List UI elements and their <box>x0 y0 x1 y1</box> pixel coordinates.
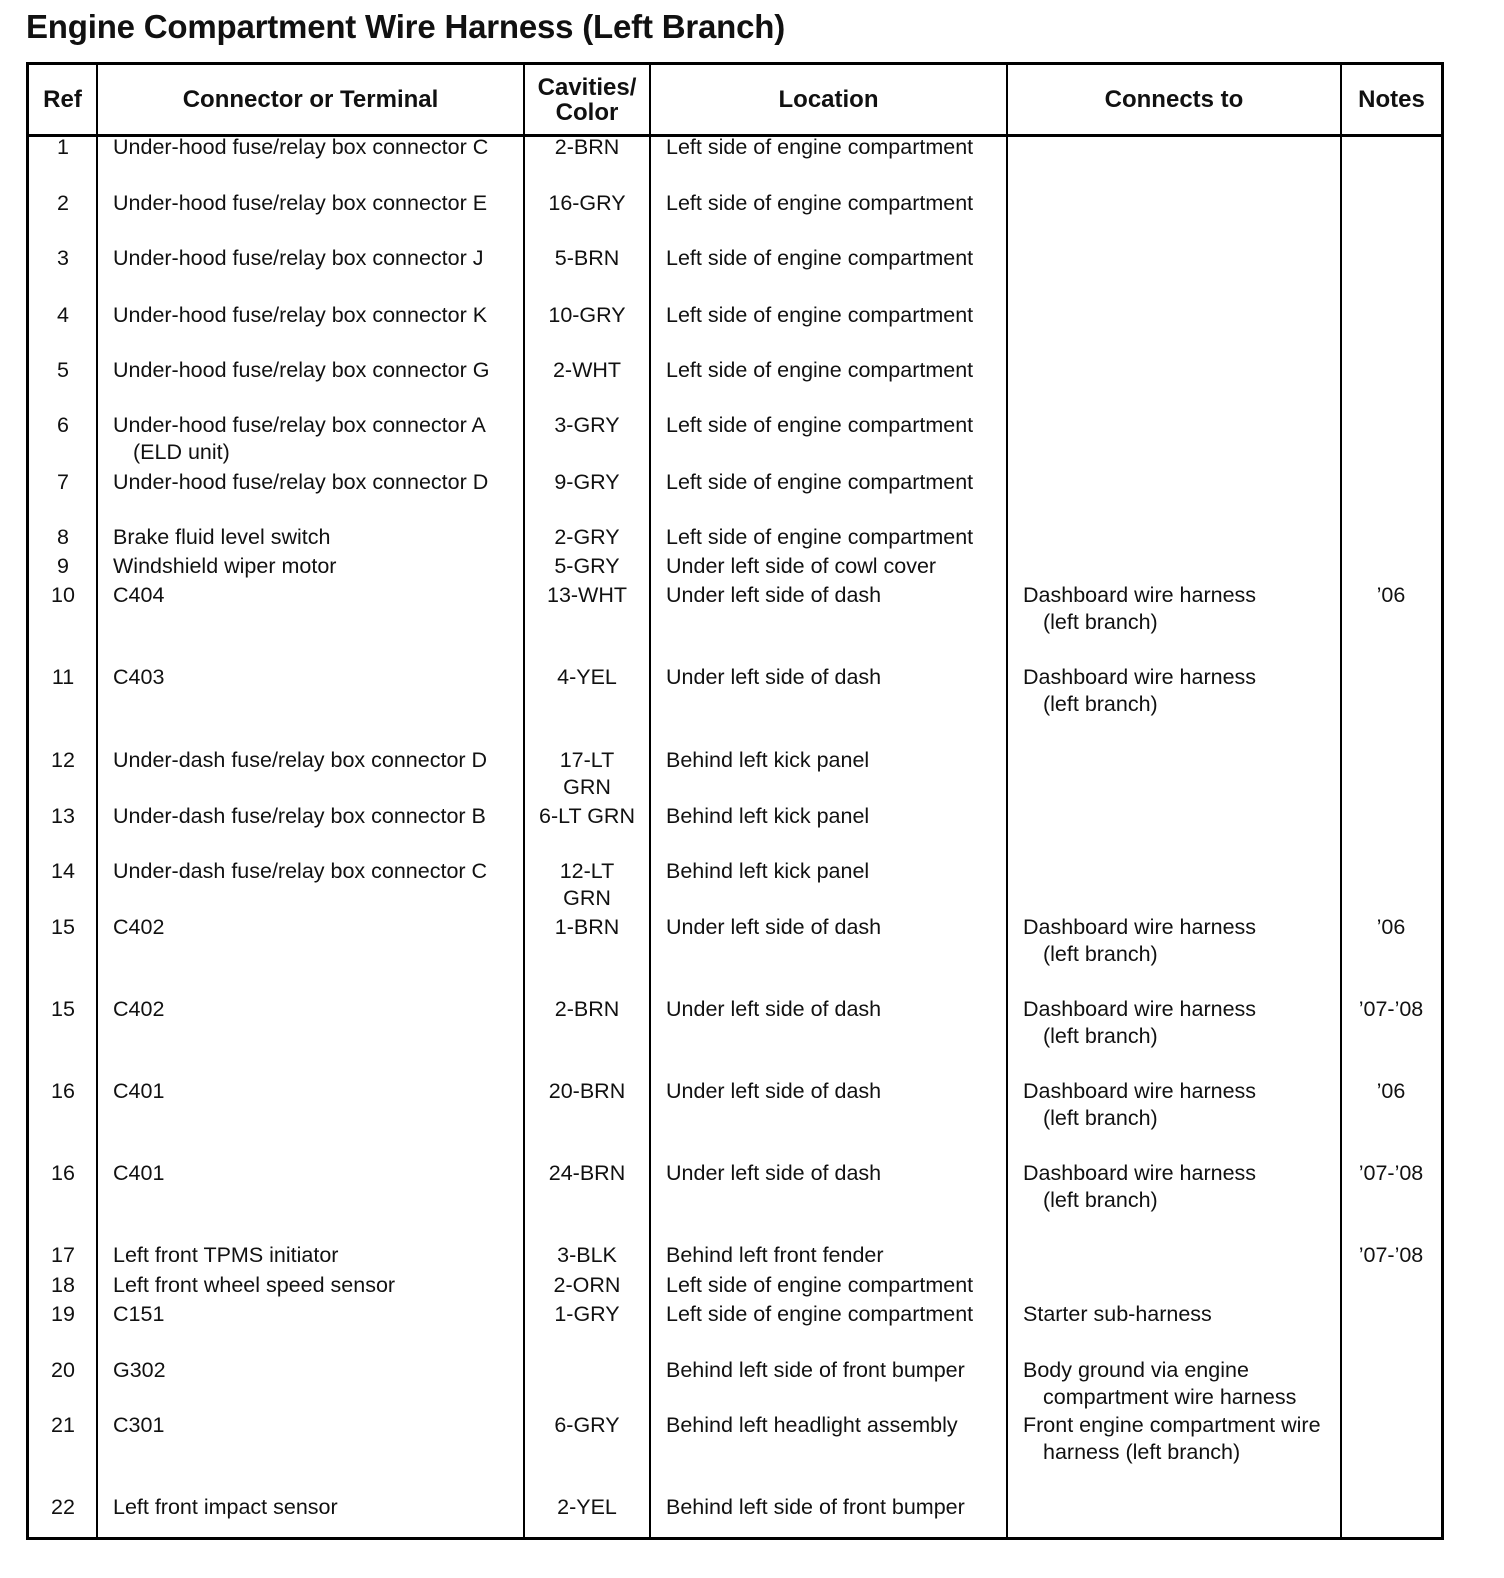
row-19-connector <box>113 1242 338 1269</box>
cell-text: Under-hood fuse/relay box connector C <box>113 135 489 159</box>
cell-text: Dashboard wire harness <box>1023 915 1257 939</box>
row-2-cavities <box>525 190 649 217</box>
row-11-location <box>666 664 881 691</box>
cell-text: 20 <box>51 1358 75 1382</box>
cell-continuation: harness (left branch) <box>1043 1440 1241 1464</box>
row-21-connects-to <box>1023 1301 1212 1328</box>
row-6-connector <box>113 412 486 466</box>
cell-text: Left front impact sensor <box>113 1495 338 1519</box>
cell-text: 7 <box>57 470 69 494</box>
cell-text: C402 <box>113 915 165 939</box>
cell-text: Under-dash fuse/relay box connector B <box>113 804 486 828</box>
cell-text: C401 <box>113 1161 165 1185</box>
row-6-location <box>666 412 973 439</box>
cell-text: C301 <box>113 1413 165 1437</box>
cell-text: Left side of engine compartment <box>666 525 974 549</box>
row-4-ref <box>28 302 98 329</box>
cell-text: ’06 <box>1376 915 1406 939</box>
cell-text: Dashboard wire harness <box>1023 665 1257 689</box>
cell-text: Left side of engine compartment <box>666 1302 974 1326</box>
cell-text: Left side of engine compartment <box>666 303 974 327</box>
cell-text: 2-BRN <box>554 997 620 1021</box>
cell-text: Under left side of dash <box>666 583 882 607</box>
cell-text: ’07-’08 <box>1358 997 1424 1021</box>
row-13-connector <box>113 803 486 830</box>
cell-text: C151 <box>113 1302 165 1326</box>
cell-text: Under-hood fuse/relay box connector E <box>113 191 488 215</box>
row-10-cavities <box>525 582 649 609</box>
cell-text: 17 <box>51 1243 75 1267</box>
cell-text: 2-YEL <box>557 1495 617 1519</box>
cell-text: 10-GRY <box>548 303 626 327</box>
cell-text: Under left side of dash <box>666 665 882 689</box>
row-16-connects-to <box>1023 996 1256 1050</box>
cell-continuation: (ELD unit) <box>133 440 230 464</box>
column-divider <box>649 65 651 1537</box>
row-18-ref <box>28 1160 98 1187</box>
row-20-ref <box>28 1272 98 1299</box>
cell-text: ’06 <box>1376 1079 1406 1103</box>
cell-text: 2 <box>57 191 69 215</box>
cell-text: Under-hood fuse/relay box connector G <box>113 358 490 382</box>
cell-text: Under left side of dash <box>666 1161 882 1185</box>
cell-text: 9-GRY <box>554 470 620 494</box>
cell-text: 4 <box>57 303 69 327</box>
row-14-location <box>666 858 869 885</box>
row-10-location <box>666 582 881 609</box>
row-8-connector <box>113 524 330 551</box>
row-19-ref <box>28 1242 98 1269</box>
cell-text: Under left side of dash <box>666 915 882 939</box>
cell-text: 6 <box>57 413 69 437</box>
cell-text: 8 <box>57 525 69 549</box>
row-6-ref <box>28 412 98 439</box>
row-3-ref <box>28 245 98 272</box>
row-14-connector <box>113 858 487 885</box>
cell-text: Under-hood fuse/relay box connector A <box>113 413 486 437</box>
row-24-connector <box>113 1494 338 1521</box>
row-10-connects-to <box>1023 582 1256 636</box>
row-21-ref <box>28 1301 98 1328</box>
row-15-notes <box>1341 914 1441 941</box>
cell-text: Dashboard wire harness <box>1023 997 1257 1021</box>
row-11-ref <box>28 664 98 691</box>
row-22-connector <box>113 1357 166 1384</box>
row-17-cavities <box>525 1078 649 1105</box>
row-16-cavities <box>525 996 649 1023</box>
cell-text: Under-hood fuse/relay box connector J <box>113 246 484 270</box>
cell-text: Dashboard wire harness <box>1023 1079 1257 1103</box>
header-connector: Connector or Terminal <box>182 86 439 113</box>
row-17-connects-to <box>1023 1078 1256 1132</box>
cell-text: 2-WHT <box>552 358 622 382</box>
row-23-connector <box>113 1412 164 1439</box>
cell-text: Under-dash fuse/relay box connector D <box>113 748 488 772</box>
row-8-ref <box>28 524 98 551</box>
row-7-cavities <box>525 469 649 496</box>
row-11-cavities <box>525 664 649 691</box>
cell-text: Under left side of dash <box>666 997 882 1021</box>
row-2-connector <box>113 190 487 217</box>
row-15-location <box>666 914 881 941</box>
row-20-connector <box>113 1272 395 1299</box>
row-16-notes <box>1341 996 1441 1023</box>
cell-text: 3-GRY <box>554 413 620 437</box>
cell-text: Under-hood fuse/relay box connector K <box>113 303 488 327</box>
cell-text: Left side of engine compartment <box>666 358 974 382</box>
row-3-cavities <box>525 245 649 272</box>
row-7-ref <box>28 469 98 496</box>
cell-text: Behind left kick panel <box>666 859 870 883</box>
cell-text: 1-BRN <box>554 915 620 939</box>
row-20-cavities <box>525 1272 649 1299</box>
row-15-connector <box>113 914 164 941</box>
cell-text: 10 <box>51 583 75 607</box>
row-18-notes <box>1341 1160 1441 1187</box>
row-16-connector <box>113 996 164 1023</box>
cell-text: Left side of engine compartment <box>666 191 974 215</box>
cell-text: 22 <box>51 1495 75 1519</box>
cell-text: 1 <box>57 135 69 159</box>
cell-text: 3 <box>57 246 69 270</box>
cell-text: 4-YEL <box>557 665 617 689</box>
cell-text: Under left side of cowl cover <box>666 554 937 578</box>
cell-text: Dashboard wire harness <box>1023 583 1257 607</box>
row-24-ref <box>28 1494 98 1521</box>
row-21-cavities <box>525 1301 649 1328</box>
cell-text: Front engine compartment wire <box>1023 1413 1321 1437</box>
row-10-connector <box>113 582 164 609</box>
row-23-connects-to <box>1023 1412 1321 1466</box>
cell-text: Behind left kick panel <box>666 748 870 772</box>
row-21-location <box>666 1301 973 1328</box>
row-16-location <box>666 996 881 1023</box>
row-22-connects-to <box>1023 1357 1296 1411</box>
row-23-location <box>666 1412 958 1439</box>
row-5-location <box>666 357 973 384</box>
cell-text: Behind left side of front bumper <box>666 1495 965 1519</box>
cell-text: Body ground via engine <box>1023 1358 1249 1382</box>
cell-text: 13 <box>51 804 75 828</box>
header-notes: Notes <box>1358 86 1425 113</box>
row-4-connector <box>113 302 487 329</box>
row-20-location <box>666 1272 973 1299</box>
harness-table <box>26 62 1444 1540</box>
row-21-connector <box>113 1301 164 1328</box>
cell-text: 1-GRY <box>554 1302 620 1326</box>
cell-text: 6-GRY <box>554 1413 620 1437</box>
row-11-connector <box>113 664 164 691</box>
cell-text: Left side of engine compartment <box>666 470 974 494</box>
cell-text: 17-LT GRN <box>559 748 615 799</box>
row-5-connector <box>113 357 489 384</box>
row-18-cavities <box>525 1160 649 1187</box>
row-8-cavities <box>525 524 649 551</box>
row-8-location <box>666 524 973 551</box>
row-19-location <box>666 1242 884 1269</box>
cell-text: 6-LT GRN <box>539 804 635 828</box>
row-5-cavities <box>525 357 649 384</box>
cell-text: 21 <box>51 1413 75 1437</box>
row-3-connector <box>113 245 484 272</box>
cell-text: 11 <box>51 665 75 689</box>
row-7-connector <box>113 469 488 496</box>
row-6-cavities <box>525 412 649 439</box>
cell-text: 2-BRN <box>554 135 620 159</box>
row-9-location <box>666 553 936 580</box>
page-title: Engine Compartment Wire Harness (Left Branch) <box>26 8 785 45</box>
cell-continuation: (left branch) <box>1043 610 1158 634</box>
row-13-ref <box>28 803 98 830</box>
cell-text: Left side of engine compartment <box>666 413 974 437</box>
row-24-cavities <box>525 1494 649 1521</box>
cell-continuation: (left branch) <box>1043 1106 1158 1130</box>
cell-text: 5-BRN <box>554 246 620 270</box>
cell-text: 9 <box>57 554 69 578</box>
row-10-ref <box>28 582 98 609</box>
row-2-location <box>666 190 973 217</box>
row-4-cavities <box>525 302 649 329</box>
cell-text: Starter sub-harness <box>1023 1302 1212 1326</box>
cell-text: 16-GRY <box>548 191 626 215</box>
row-12-location <box>666 747 869 774</box>
cell-text: 13-WHT <box>546 583 628 607</box>
cell-text: C401 <box>113 1079 165 1103</box>
row-23-ref <box>28 1412 98 1439</box>
cell-text: 19 <box>51 1302 75 1326</box>
row-14-cavities <box>525 858 649 912</box>
row-9-ref <box>28 553 98 580</box>
cell-text: Windshield wiper motor <box>113 554 337 578</box>
cell-text: 15 <box>51 997 75 1021</box>
row-13-cavities <box>525 803 649 830</box>
cell-text: C404 <box>113 583 165 607</box>
row-12-ref <box>28 747 98 774</box>
cell-text: 18 <box>51 1273 75 1297</box>
row-18-connects-to <box>1023 1160 1256 1214</box>
cell-text: Brake fluid level switch <box>113 525 331 549</box>
cell-continuation: compartment wire harness <box>1043 1385 1297 1409</box>
cell-text: Behind left front fender <box>666 1243 884 1267</box>
cell-text: 5-GRY <box>554 554 620 578</box>
row-7-location <box>666 469 973 496</box>
row-22-location <box>666 1357 965 1384</box>
cell-continuation: (left branch) <box>1043 1188 1158 1212</box>
cell-text: Left front wheel speed sensor <box>113 1273 396 1297</box>
cell-text: 24-BRN <box>548 1161 626 1185</box>
cell-text: Under left side of dash <box>666 1079 882 1103</box>
cell-text: 15 <box>51 915 75 939</box>
cell-text: Behind left kick panel <box>666 804 870 828</box>
row-3-location <box>666 245 973 272</box>
cell-text: Left side of engine compartment <box>666 246 974 270</box>
row-15-cavities <box>525 914 649 941</box>
cell-text: Behind left side of front bumper <box>666 1358 965 1382</box>
row-18-location <box>666 1160 881 1187</box>
cell-text: 12-LT GRN <box>559 859 615 910</box>
row-9-cavities <box>525 553 649 580</box>
cell-text: Left side of engine compartment <box>666 135 974 159</box>
column-divider <box>1006 65 1008 1537</box>
cell-text: 14 <box>51 859 75 883</box>
cell-text: C403 <box>113 665 165 689</box>
row-19-cavities <box>525 1242 649 1269</box>
row-1-connector <box>113 134 488 161</box>
row-4-location <box>666 302 973 329</box>
row-17-ref <box>28 1078 98 1105</box>
cell-continuation: (left branch) <box>1043 692 1158 716</box>
row-9-connector <box>113 553 336 580</box>
cell-text: 16 <box>51 1161 75 1185</box>
header-location: Location <box>778 86 879 113</box>
cell-text: 5 <box>57 358 69 382</box>
cell-text: Dashboard wire harness <box>1023 1161 1257 1185</box>
row-18-connector <box>113 1160 164 1187</box>
column-divider <box>1340 65 1342 1537</box>
row-23-cavities <box>525 1412 649 1439</box>
cell-text: 12 <box>51 748 75 772</box>
row-16-ref <box>28 996 98 1023</box>
cell-text: Under-hood fuse/relay box connector D <box>113 470 489 494</box>
cell-text: G302 <box>113 1358 166 1382</box>
cell-text: 20-BRN <box>548 1079 626 1103</box>
cell-text: ’07-’08 <box>1358 1243 1424 1267</box>
row-24-location <box>666 1494 965 1521</box>
cell-text: Behind left headlight assembly <box>666 1413 958 1437</box>
row-13-location <box>666 803 869 830</box>
cell-text: Left front TPMS initiator <box>113 1243 339 1267</box>
row-19-notes <box>1341 1242 1441 1269</box>
cell-text: 2-ORN <box>553 1273 621 1297</box>
cell-text: C402 <box>113 997 165 1021</box>
row-11-connects-to <box>1023 664 1256 718</box>
cell-text: Left side of engine compartment <box>666 1273 974 1297</box>
cell-text: 16 <box>51 1079 75 1103</box>
cell-text: Under-dash fuse/relay box connector C <box>113 859 488 883</box>
row-17-location <box>666 1078 881 1105</box>
row-15-ref <box>28 914 98 941</box>
row-1-ref <box>28 134 98 161</box>
cell-continuation: (left branch) <box>1043 942 1158 966</box>
row-22-ref <box>28 1357 98 1384</box>
row-5-ref <box>28 357 98 384</box>
row-1-location <box>666 134 973 161</box>
cell-text: ’07-’08 <box>1358 1161 1424 1185</box>
row-15-connects-to <box>1023 914 1256 968</box>
header-cavities: Cavities/ Color <box>537 73 637 126</box>
row-2-ref <box>28 190 98 217</box>
row-12-cavities <box>525 747 649 801</box>
row-14-ref <box>28 858 98 885</box>
row-10-notes <box>1341 582 1441 609</box>
header-ref: Ref <box>43 86 82 113</box>
row-1-cavities <box>525 134 649 161</box>
cell-continuation: (left branch) <box>1043 1024 1158 1048</box>
header-connects-to: Connects to <box>1104 86 1244 113</box>
cell-text: 3-BLK <box>557 1243 617 1267</box>
row-17-notes <box>1341 1078 1441 1105</box>
row-12-connector <box>113 747 487 774</box>
row-17-connector <box>113 1078 164 1105</box>
cell-text: ’06 <box>1376 583 1406 607</box>
cell-text: 2-GRY <box>554 525 620 549</box>
